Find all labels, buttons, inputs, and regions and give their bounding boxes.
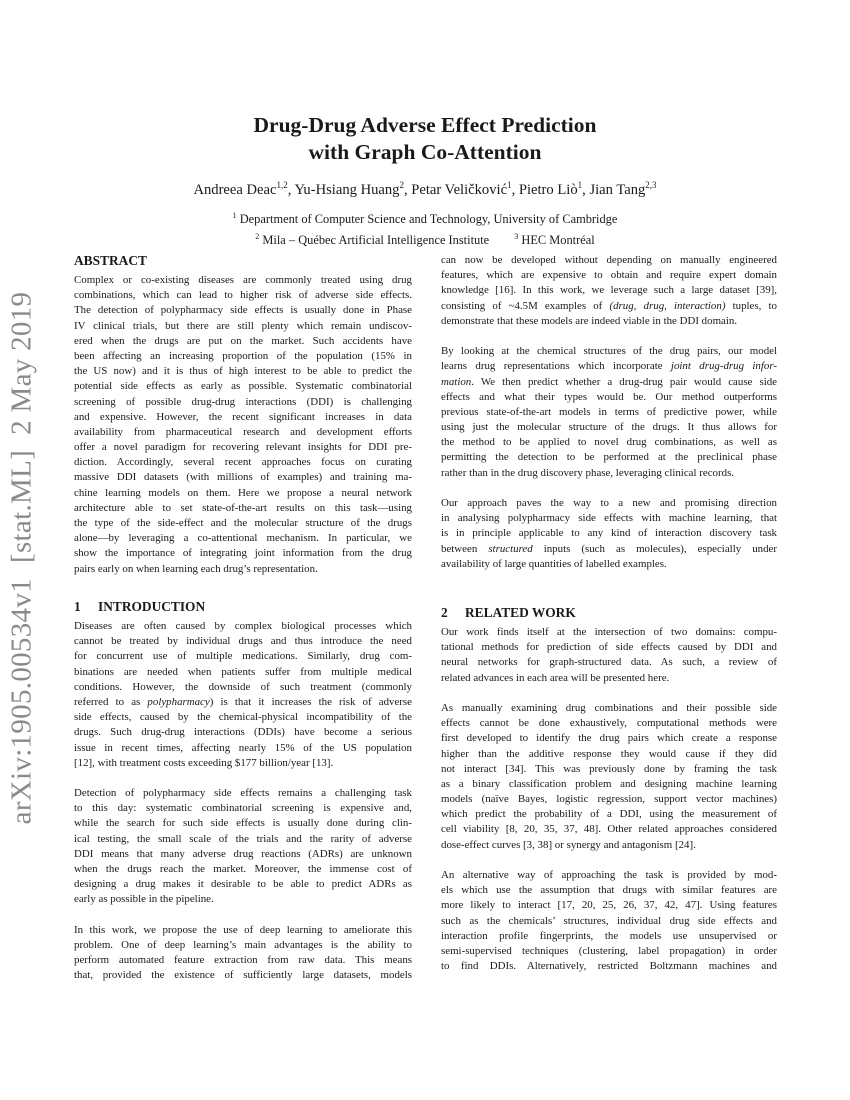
text-line: using just the molecular structure of the drugs. It thus allows for [441, 421, 777, 434]
text-run: between [441, 542, 489, 555]
arxiv-stamp: arXiv:1905.00534v1 [stat.ML] 2 May 2019 [5, 291, 38, 825]
text-line: dose-effect curves [3, 38] or synergy and antagonism [24]. [441, 838, 696, 851]
affiliations [0, 207, 850, 249]
text-line: availability from pharmaceutical research and development efforts [74, 425, 412, 438]
text-line: conditions. However, the downside of such treatment (commonly [74, 680, 412, 693]
text-run: . We then predict whether a drug-drug pair would cause side [471, 375, 777, 388]
section-number: 2 [441, 605, 448, 620]
emphasis-text: mation [441, 375, 472, 388]
text-line: availability of large quantities of labelled examples. [441, 557, 667, 570]
text-line: ical testing, the small scale of the trials and the rarity of adverse [74, 832, 412, 845]
text-line: as a binary classification problem and designing machine learning [441, 777, 777, 790]
section-heading [441, 604, 777, 621]
text-run: consisting of ~4.5M examples of [441, 299, 610, 312]
text-line: and expensive. However, the recent significant increases in data [74, 410, 412, 423]
text-line: Detection of polypharmacy side effects remains a challenging task [74, 787, 412, 800]
text-line: binations are needed when patients suffer from multiple medical [74, 665, 412, 678]
text-line: An alternative way of approaching the task is provided by mod- [441, 869, 777, 881]
section-number: 1 [74, 599, 81, 614]
text-line: first developed to identify the drug pairs which create a response [441, 732, 777, 745]
text-line: the type of the side-effect and the molecular structure of the drugs [74, 517, 412, 529]
text-line: higher than the additive response they would cause if they did [441, 747, 777, 760]
text-line: show the importance of integrating joint information from the drug [74, 547, 412, 560]
affiliation-name: Mila – Québec Artificial Intelligence Institute [262, 233, 490, 248]
text-line: been affecting an increasing proportion of the population (15% in [74, 349, 412, 362]
paragraph [441, 868, 777, 974]
text-run: referred to as [74, 695, 148, 708]
text-line [74, 695, 412, 710]
section-title: ABSTRACT [74, 253, 147, 268]
text-line: issue in recent times, affecting nearly 15% of the US population [74, 741, 412, 754]
title-line: Drug-Drug Adverse Effect Prediction [253, 113, 597, 137]
paper-title [0, 112, 850, 166]
text-line: Our approach paves the way to a new and promising direction [441, 497, 777, 509]
text-line: is in principle applicable to any kind of interaction discovery task [441, 527, 777, 540]
author [519, 182, 582, 198]
text-line: the method to be applied to novel drug combinations, as well as [441, 436, 777, 449]
title-line: with Graph Co-Attention [308, 140, 542, 164]
paragraph [441, 344, 777, 481]
text-line [441, 359, 777, 374]
text-line: IV clinical trials, but there are still plenty which remain undiscov- [74, 319, 412, 332]
paragraph [74, 786, 412, 908]
text-line: [12], with treatment costs exceeding $177 billion/year [13]. [74, 756, 334, 769]
text-line [441, 375, 777, 390]
text-run: inputs (such as molecules), especially under [532, 542, 777, 555]
author [589, 182, 656, 198]
text-line: alone—by leveraging a co-attentional mechanism. In particular, we [74, 532, 412, 545]
author-name: Andreea Deac [193, 181, 277, 198]
text-line: problem. One of deep learning’s main advantages is the ability to [74, 938, 412, 951]
text-line: architecture able to set state-of-the-art results on this task—using [74, 501, 412, 514]
author-name: Pietro Liò [518, 181, 578, 198]
author [295, 182, 404, 198]
related-work-section [441, 604, 777, 990]
text-line: permitting the detection to be performed at the preclinical phase [441, 451, 777, 464]
abstract-section [74, 252, 412, 592]
text-line: drugs. Such drug-drug interactions (DDIs) have become a serious [74, 726, 412, 739]
section-heading [74, 252, 412, 269]
paragraph [441, 496, 777, 572]
text-line: ered when the drugs are put on the market. Such accidents have [74, 334, 412, 347]
text-line: DDI means that many adverse drug reactions (ADRs) are unknown [74, 847, 412, 860]
paragraph [74, 273, 412, 577]
text-line: cannot be treated by individual drugs and thus introduce the need [74, 635, 412, 648]
text-line: effects and what their types would be. Our method outperforms [441, 390, 777, 403]
author-name: Petar Veličković [411, 181, 508, 198]
paragraph [441, 625, 777, 686]
text-line: cell viability [8, 20, 35, 37, 48]. Other related approaches considered [441, 823, 777, 836]
text-run: tuples, to [725, 299, 777, 312]
affiliation-name: HEC Montréal [521, 233, 595, 248]
text-line: while the search for such side effects is usually done during clin- [74, 817, 412, 830]
text-line: effects cannot be done exhaustively, computational methods were [441, 717, 777, 730]
text-line: potential side effects as early as possible. Systematic combinatorial [74, 380, 412, 393]
text-line: to this day: systematic combinatorial screening is expensive and, [74, 802, 412, 815]
text-line: can now be developed without depending on manually engineered [441, 254, 777, 266]
emphasis-text: structured [488, 542, 533, 555]
author-name: Jian Tang [589, 181, 646, 198]
text-line: related advances in each area will be presented here. [441, 671, 670, 684]
text-line: such as the chemicals’ structures, individual drug side effects and [441, 914, 777, 927]
text-line: previous state-of-the-art models in terms of predictive power, while [441, 405, 777, 418]
author-affiliation-mark: 1 [507, 180, 512, 190]
affiliation [255, 233, 489, 247]
introduction-section [74, 598, 412, 999]
text-line: for concurrent use of multiple medications. Similarly, drug com- [74, 650, 412, 663]
affiliation-mark: 1 [232, 211, 237, 220]
paragraph [74, 619, 412, 771]
text-line: features, which are expensive to obtain and require expert domain [441, 269, 777, 282]
text-line: the US now) and it is thus of high interest to be able to predict the [74, 365, 412, 378]
text-line: not interact [34]. This was previously done by framing the task [441, 762, 777, 775]
author-affiliation-mark: 1 [577, 180, 583, 190]
text-line: side effects, caused by the chemical-physical incompatibility of the [74, 711, 412, 724]
affiliation-name: Department of Computer Science and Technology, University of Cambridge [239, 212, 618, 227]
text-line: that, provided the existence of sufficiently large datasets, models [74, 969, 412, 982]
paragraph [74, 923, 412, 984]
introduction-continued [441, 253, 777, 587]
affiliation-mark: 3 [514, 232, 519, 242]
emphasis-text: joint drug-drug infor- [670, 360, 777, 373]
text-line: neural networks for graph-structured data. As such, a review of [441, 656, 777, 669]
text-run: learns drug representations which incorporate [441, 360, 671, 373]
author [411, 182, 511, 198]
text-line: designing a drug makes it desirable to be able to predict ADRs as [74, 878, 412, 891]
text-line: pairs early on when learning each drug’s representation. [74, 562, 318, 575]
text-line: rather than in the drug discovery phase, leveraging clinical records. [441, 466, 735, 479]
affiliation [0, 207, 850, 228]
text-line: els which use the assumption that drugs with similar features are [441, 884, 777, 897]
paragraph [441, 253, 777, 329]
emphasis-text: polypharmacy [147, 695, 210, 708]
text-line: chine learning models on them. Here we propose a neural network [74, 486, 412, 499]
text-line: more likely to interact [17, 20, 25, 26, 37, 42, 47]. Using features [441, 899, 777, 912]
paragraph [441, 701, 777, 853]
author-affiliation-mark: 1,2 [276, 180, 288, 190]
text-line: demonstrate that these models are indeed viable in the DDI domain. [441, 314, 738, 327]
text-line: offer a novel paradigm for recovering relevant insights for DDI pre- [74, 441, 412, 454]
text-line: tational methods for prediction of side effects caused by DDI and [441, 641, 777, 654]
text-line: The detection of polypharmacy side effects is usually done in Phase [74, 304, 412, 317]
text-line: diction. Accordingly, several recent approaches focus on curating [74, 456, 412, 469]
text-line: In this work, we propose the use of deep learning to ameliorate this [74, 923, 412, 936]
text-line: Our work finds itself at the intersection of two domains: compu- [441, 626, 777, 638]
text-line: when the drugs reach the market. Moreover, the immense cost of [74, 863, 412, 875]
text-line: early as possible in the pipeline. [74, 893, 214, 906]
text-line: interaction profile fingerprints, the models use unsupervised or [441, 929, 777, 942]
text-line: combinations, which can lead to higher risk of adverse side effects. [74, 289, 412, 302]
text-line: in analysing polypharmacy side effects with machine learning, that [441, 512, 777, 525]
text-line: knowledge [16]. In this work, we leverage such a large dataset [39], [441, 284, 777, 297]
text-line: Diseases are often caused by complex biological processes which [74, 620, 412, 632]
text-line: which predict the probability of a DDI, using the measurement of [441, 808, 777, 821]
section-title: INTRODUCTION [98, 599, 206, 614]
affiliation-mark: 2 [255, 232, 260, 242]
text-line: Complex or co-existing diseases are commonly treated using drug [74, 274, 412, 286]
author [193, 182, 287, 198]
affiliation [514, 233, 594, 247]
author-affiliation-mark: 2 [399, 180, 404, 190]
text-run: ) is that it increases the risk of adverse [209, 695, 412, 708]
section-heading [74, 598, 412, 615]
text-line: massive DDI datasets (with millions of examples) and training ma- [74, 471, 412, 484]
emphasis-text: (drug, drug, interaction) [609, 299, 726, 312]
text-line: screening of possible drug-drug interactions (DDI) is challenging [74, 395, 412, 408]
text-line: models (naïve Bayes, logistic regression, support vector machines) [441, 793, 777, 806]
text-line: By looking at the chemical structures of the drug pairs, our model [441, 345, 777, 358]
text-line [441, 299, 777, 314]
author-name: Yu-Hsiang Huang [294, 181, 400, 198]
text-line [441, 542, 777, 557]
text-line: As manually examining drug combinations and their possible side [441, 701, 777, 714]
section-title: RELATED WORK [465, 605, 576, 620]
text-line: semi-supervised techniques (clustering, label propagation) in order [441, 944, 777, 957]
author-list: Andreea Deac$^{1,2}$, Yu-Hsiang Huang$^2$, Petar Veličković$^1$, Pietro Liò$^1$, Jian Tang$^{2,3}$ [193, 180, 657, 198]
author-affiliation-mark: 2,3 [645, 180, 657, 190]
text-line: perform automated feature extraction from raw data. This means [74, 954, 412, 967]
text-line: to find DDIs. Alternatively, restricted Boltzmann machines and [441, 960, 777, 973]
